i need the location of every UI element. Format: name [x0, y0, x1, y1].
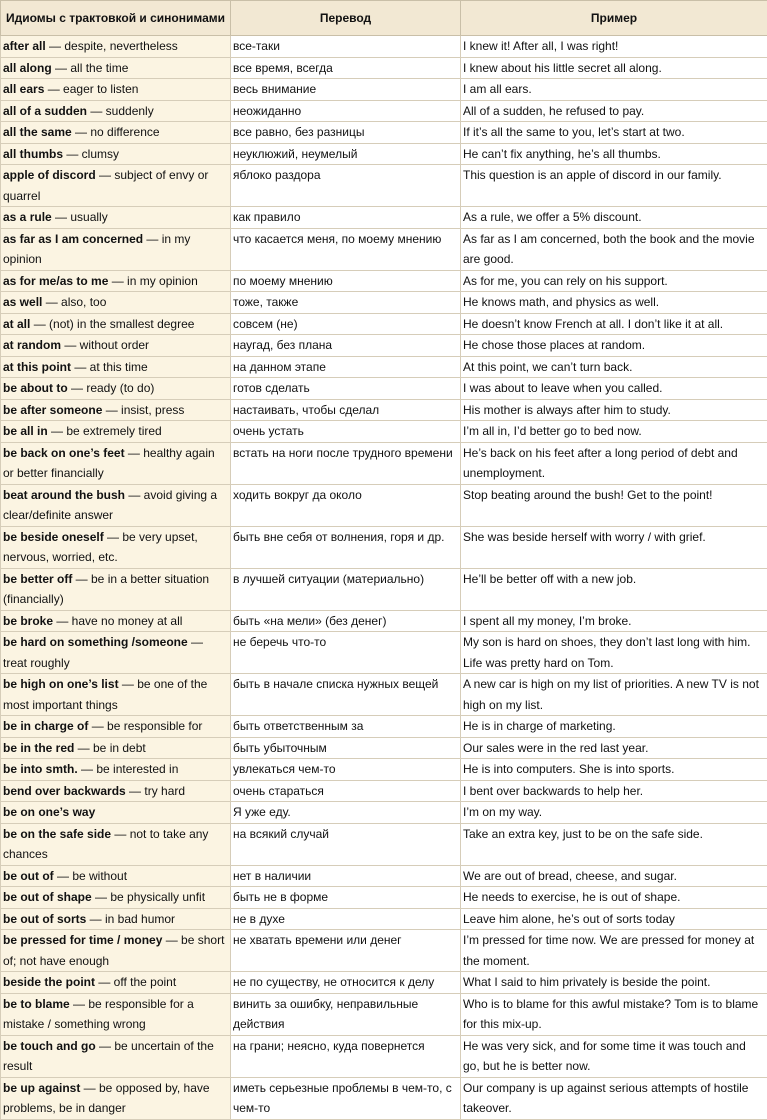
table-row — [1, 802, 767, 824]
header-example: Пример — [461, 1, 767, 36]
idiom-cell — [1, 270, 231, 292]
idiom-cell — [1, 356, 231, 378]
table-row — [1, 207, 767, 229]
idiom-cell — [1, 1077, 231, 1119]
translation-cell: неуклюжий, неумелый — [231, 143, 461, 165]
example-cell: I’m pressed for time now. We are pressed for money at the moment. — [461, 930, 767, 972]
example-cell: I am all ears. — [461, 79, 767, 101]
idiom-term: be in the red — [3, 741, 74, 755]
idiom-meaning: — insist, press — [102, 403, 184, 417]
header-idiom: Идиомы с трактовкой и синонимами — [1, 1, 231, 36]
idiom-meaning: — be physically unfit — [92, 890, 205, 904]
header-row — [1, 1, 767, 36]
example-cell: He chose those places at random. — [461, 335, 767, 357]
translation-cell: наугад, без плана — [231, 335, 461, 357]
idiom-term: be out of sorts — [3, 912, 86, 926]
translation-cell: иметь серьезные проблемы в чем-то, с чем-то — [231, 1077, 461, 1119]
idiom-meaning: — have no money at all — [53, 614, 182, 628]
table-row — [1, 887, 767, 909]
translation-cell: быть ответственным за — [231, 716, 461, 738]
idiom-meaning: — eager to listen — [44, 82, 138, 96]
example-cell: I was about to leave when you called. — [461, 378, 767, 400]
translation-cell: быть не в форме — [231, 887, 461, 909]
example-cell: If it’s all the same to you, let’s start at two. — [461, 122, 767, 144]
translation-cell: увлекаться чем-то — [231, 759, 461, 781]
idiom-cell — [1, 165, 231, 207]
translation-cell: Я уже еду. — [231, 802, 461, 824]
example-cell: I knew it! After all, I was right! — [461, 36, 767, 58]
idiom-meaning: — try hard — [126, 784, 185, 798]
idiom-term: be pressed for time / money — [3, 933, 162, 947]
table-row — [1, 930, 767, 972]
idiom-cell — [1, 780, 231, 802]
idiom-term: be up against — [3, 1081, 80, 1095]
translation-cell: быть в начале списка нужных вещей — [231, 674, 461, 716]
idiom-cell — [1, 674, 231, 716]
table-row — [1, 399, 767, 421]
idiom-cell — [1, 421, 231, 443]
example-cell: All of a sudden, he refused to pay. — [461, 100, 767, 122]
idiom-meaning: — be very upset, nervous, worried, etc. — [3, 530, 198, 565]
idiom-meaning: — suddenly — [87, 104, 154, 118]
idiom-term: all thumbs — [3, 147, 63, 161]
idiom-meaning: — subject of envy or quarrel — [3, 168, 208, 203]
idiom-meaning: — be extremely tired — [48, 424, 162, 438]
translation-cell: встать на ноги после трудного времени — [231, 442, 461, 484]
translation-cell: на грани; неясно, куда повернется — [231, 1035, 461, 1077]
idiom-cell — [1, 972, 231, 994]
idiom-cell — [1, 378, 231, 400]
idiom-term: at all — [3, 317, 30, 331]
table-row — [1, 421, 767, 443]
idiom-meaning: — in bad humor — [86, 912, 175, 926]
idiom-term: beat around the bush — [3, 488, 125, 502]
idiom-term: be into smth. — [3, 762, 78, 776]
example-cell: He is in charge of marketing. — [461, 716, 767, 738]
idiom-term: as well — [3, 295, 42, 309]
table-header — [1, 1, 767, 36]
idiom-cell — [1, 292, 231, 314]
example-cell: He’s back on his feet after a long period of debt and unemployment. — [461, 442, 767, 484]
example-cell: As far as I am concerned, both the book and the movie are good. — [461, 228, 767, 270]
idiom-meaning: — be one of the most important things — [3, 677, 207, 712]
example-cell: What I said to him privately is beside the point. — [461, 972, 767, 994]
translation-cell: очень устать — [231, 421, 461, 443]
idiom-meaning: — be responsible for a mistake / something wrong — [3, 997, 194, 1032]
idiom-cell — [1, 737, 231, 759]
example-cell: I’m on my way. — [461, 802, 767, 824]
idiom-meaning: — be short of; not have enough — [3, 933, 224, 968]
table-row — [1, 484, 767, 526]
translation-cell: неожиданно — [231, 100, 461, 122]
idiom-term: be all in — [3, 424, 48, 438]
idiom-term: be better off — [3, 572, 72, 586]
table-row — [1, 526, 767, 568]
table-row — [1, 1077, 767, 1119]
translation-cell: быть «на мели» (без денег) — [231, 610, 461, 632]
translation-cell: очень стараться — [231, 780, 461, 802]
idiom-term: all of a sudden — [3, 104, 87, 118]
translation-cell: как правило — [231, 207, 461, 229]
example-cell: We are out of bread, cheese, and sugar. — [461, 865, 767, 887]
example-cell: Leave him alone, he’s out of sorts today — [461, 908, 767, 930]
idiom-meaning: — ready (to do) — [68, 381, 155, 395]
example-cell: As for me, you can rely on his support. — [461, 270, 767, 292]
idiom-term: all along — [3, 61, 52, 75]
idiom-meaning: — be in debt — [74, 741, 145, 755]
table-row — [1, 759, 767, 781]
translation-cell: настаивать, чтобы сделал — [231, 399, 461, 421]
example-cell: He can’t fix anything, he’s all thumbs. — [461, 143, 767, 165]
table-row — [1, 122, 767, 144]
translation-cell: яблоко раздора — [231, 165, 461, 207]
example-cell: He needs to exercise, he is out of shape. — [461, 887, 767, 909]
idiom-meaning: — be in a better situation (financially) — [3, 572, 209, 607]
translation-cell: винить за ошибку, неправильные действия — [231, 993, 461, 1035]
idiom-term: as a rule — [3, 210, 52, 224]
idiom-term: be out of shape — [3, 890, 92, 904]
translation-cell: на данном этапе — [231, 356, 461, 378]
idiom-cell — [1, 122, 231, 144]
idiom-term: be high on one’s list — [3, 677, 119, 691]
idiom-meaning: — clumsy — [63, 147, 119, 161]
table-row — [1, 270, 767, 292]
table-row — [1, 442, 767, 484]
idiom-cell — [1, 526, 231, 568]
table-row — [1, 228, 767, 270]
idiom-term: as for me/as to me — [3, 274, 108, 288]
idiom-meaning: — be interested in — [78, 762, 179, 776]
translation-cell: совсем (не) — [231, 313, 461, 335]
table-row — [1, 865, 767, 887]
idiom-term: be on one’s way — [3, 805, 95, 819]
example-cell: At this point, we can’t turn back. — [461, 356, 767, 378]
table-row — [1, 79, 767, 101]
idiom-cell — [1, 79, 231, 101]
idiom-term: beside the point — [3, 975, 95, 989]
idiom-term: be out of — [3, 869, 54, 883]
table-row — [1, 335, 767, 357]
idiom-cell — [1, 143, 231, 165]
header-translation: Перевод — [231, 1, 461, 36]
idiom-term: be beside oneself — [3, 530, 104, 544]
example-cell: He is into computers. She is into sports. — [461, 759, 767, 781]
idiom-meaning: — in my opinion — [3, 232, 190, 267]
example-cell: Our company is up against serious attempts of hostile takeover. — [461, 1077, 767, 1119]
idiom-meaning: — without order — [61, 338, 149, 352]
idiom-term: as far as I am concerned — [3, 232, 143, 246]
idiom-meaning: — all the time — [52, 61, 129, 75]
idiom-meaning: — (not) in the smallest degree — [30, 317, 194, 331]
example-cell: Take an extra key, just to be on the safe side. — [461, 823, 767, 865]
idiom-meaning: — healthy again or better financially — [3, 446, 215, 481]
idiom-cell — [1, 57, 231, 79]
idiom-meaning: — also, too — [42, 295, 106, 309]
translation-cell: нет в наличии — [231, 865, 461, 887]
idiom-term: apple of discord — [3, 168, 96, 182]
example-cell: I spent all my money, I’m broke. — [461, 610, 767, 632]
idiom-term: all the same — [3, 125, 72, 139]
table-row — [1, 36, 767, 58]
idiom-cell — [1, 632, 231, 674]
idiom-meaning: — treat roughly — [3, 635, 203, 670]
idiom-cell — [1, 568, 231, 610]
table-row — [1, 716, 767, 738]
example-cell: He doesn’t know French at all. I don’t like it at all. — [461, 313, 767, 335]
idiom-cell — [1, 759, 231, 781]
idiom-cell — [1, 887, 231, 909]
translation-cell: что касается меня, по моему мнению — [231, 228, 461, 270]
translation-cell: все-таки — [231, 36, 461, 58]
example-cell: Our sales were in the red last year. — [461, 737, 767, 759]
idiom-cell — [1, 207, 231, 229]
example-cell: I knew about his little secret all along. — [461, 57, 767, 79]
translation-cell: в лучшей ситуации (материально) — [231, 568, 461, 610]
idiom-term: be in charge of — [3, 719, 88, 733]
translation-cell: не по существу, не относится к делу — [231, 972, 461, 994]
translation-cell: быть убыточным — [231, 737, 461, 759]
idiom-term: be touch and go — [3, 1039, 96, 1053]
idiom-cell — [1, 865, 231, 887]
idiom-term: be after someone — [3, 403, 102, 417]
example-cell: He’ll be better off with a new job. — [461, 568, 767, 610]
idiom-cell — [1, 716, 231, 738]
table-row — [1, 165, 767, 207]
translation-cell: все время, всегда — [231, 57, 461, 79]
example-cell: My son is hard on shoes, they don’t last long with him. Life was pretty hard on Tom. — [461, 632, 767, 674]
translation-cell: весь внимание — [231, 79, 461, 101]
idiom-term: be on the safe side — [3, 827, 111, 841]
example-cell: I’m all in, I’d better go to bed now. — [461, 421, 767, 443]
table-row — [1, 143, 767, 165]
translation-cell: ходить вокруг да около — [231, 484, 461, 526]
idiom-cell — [1, 802, 231, 824]
idiom-cell — [1, 1035, 231, 1077]
idiom-cell — [1, 930, 231, 972]
table-row — [1, 674, 767, 716]
table-row — [1, 378, 767, 400]
idiom-cell — [1, 100, 231, 122]
table-row — [1, 823, 767, 865]
idiom-cell — [1, 993, 231, 1035]
idiom-term: be about to — [3, 381, 68, 395]
translation-cell: не беречь что-то — [231, 632, 461, 674]
translation-cell: все равно, без разницы — [231, 122, 461, 144]
example-cell: As a rule, we offer a 5% discount. — [461, 207, 767, 229]
idiom-meaning: — at this time — [71, 360, 148, 374]
idiom-term: be to blame — [3, 997, 70, 1011]
idiom-term: after all — [3, 39, 46, 53]
table-row — [1, 313, 767, 335]
idiom-cell — [1, 313, 231, 335]
table-row — [1, 972, 767, 994]
example-cell: His mother is always after him to study. — [461, 399, 767, 421]
table-row — [1, 993, 767, 1035]
translation-cell: быть вне себя от волнения, горя и др. — [231, 526, 461, 568]
idiom-meaning: — off the point — [95, 975, 176, 989]
table-row — [1, 100, 767, 122]
table-row — [1, 908, 767, 930]
translation-cell: на всякий случай — [231, 823, 461, 865]
idiom-cell — [1, 484, 231, 526]
idiom-term: bend over backwards — [3, 784, 126, 798]
idiom-cell — [1, 36, 231, 58]
table-row — [1, 632, 767, 674]
table-row — [1, 292, 767, 314]
idiom-cell — [1, 442, 231, 484]
idiom-term: at random — [3, 338, 61, 352]
example-cell: She was beside herself with worry / with grief. — [461, 526, 767, 568]
idiom-cell — [1, 228, 231, 270]
idiom-meaning: — be without — [54, 869, 127, 883]
idiom-term: all ears — [3, 82, 44, 96]
idiom-cell — [1, 610, 231, 632]
translation-cell: не в духе — [231, 908, 461, 930]
idiom-meaning: — be opposed by, have problems, be in danger — [3, 1081, 210, 1116]
idiom-term: be broke — [3, 614, 53, 628]
translation-cell: тоже, также — [231, 292, 461, 314]
table-row — [1, 737, 767, 759]
idiom-cell — [1, 399, 231, 421]
idiom-meaning: — avoid giving a clear/definite answer — [3, 488, 217, 523]
example-cell: I bent over backwards to help her. — [461, 780, 767, 802]
example-cell: A new car is high on my list of priorities. A new TV is not high on my list. — [461, 674, 767, 716]
translation-cell: не хватать времени или денег — [231, 930, 461, 972]
table-body — [1, 36, 767, 1120]
idiom-cell — [1, 908, 231, 930]
idiom-cell — [1, 335, 231, 357]
idiom-meaning: — be responsible for — [88, 719, 202, 733]
idiom-meaning: — no difference — [72, 125, 160, 139]
idiom-term: at this point — [3, 360, 71, 374]
table-row — [1, 780, 767, 802]
translation-cell: по моему мнению — [231, 270, 461, 292]
example-cell: He knows math, and physics as well. — [461, 292, 767, 314]
idiom-meaning: — usually — [52, 210, 108, 224]
table-row — [1, 610, 767, 632]
table-row — [1, 57, 767, 79]
idiom-meaning: — be uncertain of the result — [3, 1039, 214, 1074]
example-cell: Stop beating around the bush! Get to the point! — [461, 484, 767, 526]
example-cell: He was very sick, and for some time it was touch and go, but he is better now. — [461, 1035, 767, 1077]
translation-cell: готов сделать — [231, 378, 461, 400]
idiom-meaning: — not to take any chances — [3, 827, 208, 862]
table-row — [1, 1035, 767, 1077]
example-cell: This question is an apple of discord in our family. — [461, 165, 767, 207]
idiom-term: be back on one’s feet — [3, 446, 125, 460]
example-cell: Who is to blame for this awful mistake? Tom is to blame for this mix-up. — [461, 993, 767, 1035]
table-row — [1, 568, 767, 610]
idiom-meaning: — in my opinion — [108, 274, 197, 288]
table-row — [1, 356, 767, 378]
idiom-meaning: — despite, nevertheless — [46, 39, 178, 53]
idiom-term: be hard on something /someone — [3, 635, 188, 649]
idiom-cell — [1, 823, 231, 865]
